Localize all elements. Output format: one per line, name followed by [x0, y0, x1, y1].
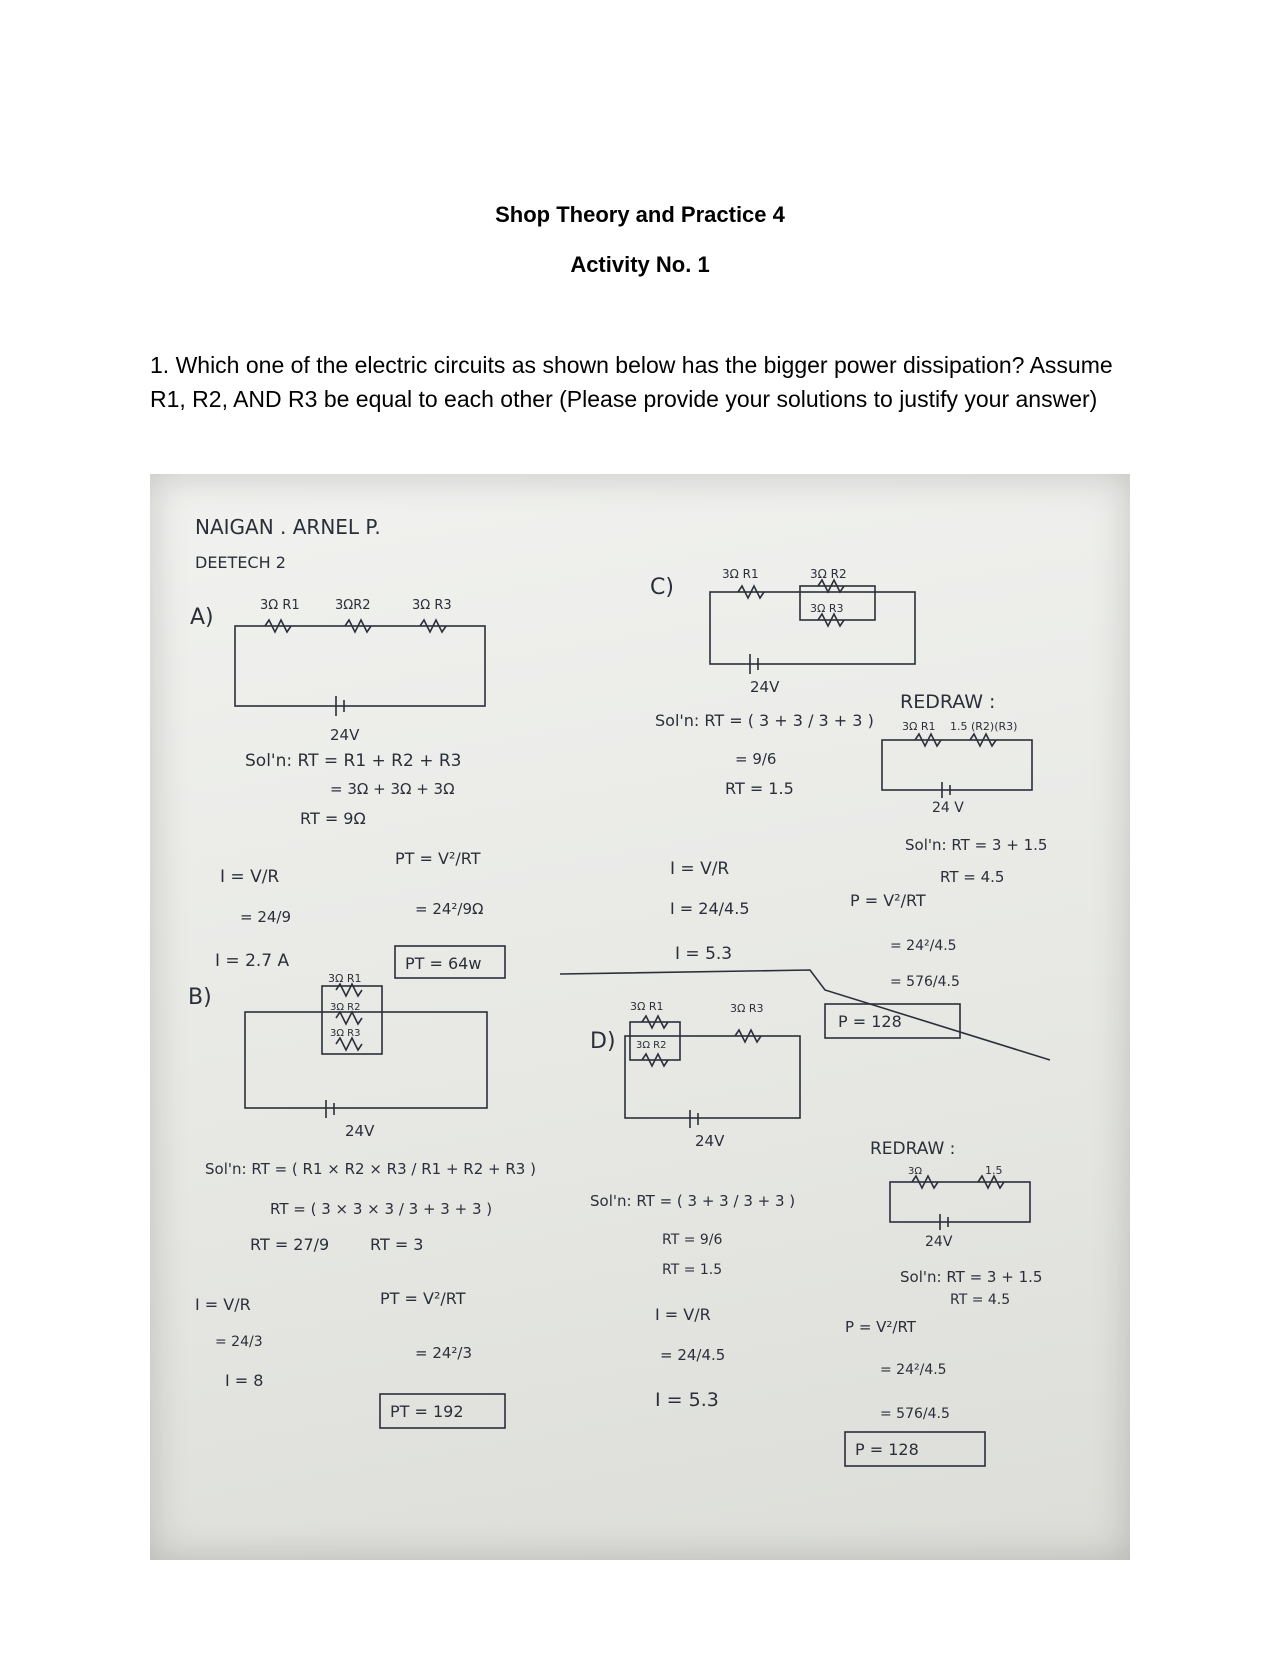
circuit-b-battery [326, 1100, 334, 1118]
circuit-b-resistor-2 [336, 1012, 362, 1024]
a-sol-1: Sol'n: RT = R1 + R2 + R3 [245, 751, 462, 771]
b-sol-1: Sol'n: RT = ( R1 × R2 × R3 / R1 + R2 + R3 ) [205, 1160, 536, 1178]
c-sol-1: Sol'n: RT = ( 3 + 3 / 3 + 3 ) [655, 711, 874, 730]
d-redraw-sol-2: RT = 4.5 [950, 1292, 1011, 1308]
c-redraw-r1: 3Ω R1 [902, 720, 936, 733]
c-redraw-title: REDRAW : [900, 691, 996, 713]
b-r2-label: 3Ω R2 [330, 1002, 361, 1013]
question-line-1: 1. Which one of the electric circuits as shown below has the bigger power dissipation? Assume [150, 352, 1113, 378]
c-power-3: = 576/4.5 [890, 974, 960, 990]
a-sol-2: = 3Ω + 3Ω + 3Ω [330, 780, 455, 798]
a-r2-label: 3ΩR2 [335, 598, 371, 613]
b-power-1: PT = V²/RT [380, 1289, 466, 1308]
d-redraw-r2: 1.5 [985, 1164, 1003, 1177]
d-power-3: = 576/4.5 [880, 1406, 950, 1422]
section-divider [560, 970, 1050, 1060]
c-sol-2: = 9/6 [735, 750, 777, 768]
d-power-1: P = V²/RT [845, 1318, 916, 1336]
circuit-b-loop [245, 1012, 487, 1108]
circuit-a-loop [235, 626, 485, 706]
handwritten-solution-photo [150, 474, 1130, 1560]
d-redraw-r1: 3Ω [908, 1166, 923, 1177]
c-redraw-sol-1: Sol'n: RT = 3 + 1.5 [905, 836, 1048, 854]
label-b: B) [188, 985, 212, 1010]
b-sol-3: RT = 27/9 [250, 1235, 330, 1254]
d-redraw-loop [890, 1182, 1030, 1222]
b-voltage: 24V [345, 1122, 375, 1140]
d-redraw-sol-1: Sol'n: RT = 3 + 1.5 [900, 1268, 1043, 1286]
circuit-d-battery [690, 1110, 698, 1128]
b-current-3: I = 8 [225, 1371, 264, 1390]
b-power-2: = 24²/3 [415, 1344, 473, 1362]
label-a: A) [190, 605, 214, 630]
a-sol-3: RT = 9Ω [300, 809, 366, 828]
a-voltage: 24V [330, 726, 360, 744]
b-r3-label: 3Ω R3 [330, 1028, 361, 1039]
d-sol-1: Sol'n: RT = ( 3 + 3 / 3 + 3 ) [590, 1192, 796, 1210]
handwritten-sheet [150, 474, 1130, 1560]
question-line-2: R1, R2, AND R3 be equal to each other (Please provide your solutions to justify your answer) [150, 386, 1098, 412]
d-current-1: I = V/R [655, 1305, 711, 1324]
c-sol-3: RT = 1.5 [725, 779, 794, 798]
label-d: D) [590, 1029, 616, 1054]
student-name: NAIGAN . ARNEL P. [195, 515, 381, 539]
d-power-4: P = 128 [855, 1440, 919, 1459]
student-course: DEETECH 2 [195, 553, 286, 572]
d-r3-label: 3Ω R3 [730, 1002, 764, 1015]
c-voltage: 24V [750, 678, 780, 696]
d-current-3: I = 5.3 [655, 1389, 719, 1411]
a-power-2: = 24²/9Ω [415, 900, 484, 918]
d-sol-3: RT = 1.5 [662, 1262, 723, 1278]
b-current-2: = 24/3 [215, 1334, 263, 1350]
page-title: Shop Theory and Practice 4 [495, 202, 785, 227]
d-current-2: = 24/4.5 [660, 1346, 726, 1364]
c-current-1: I = V/R [670, 859, 730, 879]
a-current-1: I = V/R [220, 867, 280, 887]
c-power-2: = 24²/4.5 [890, 938, 957, 954]
b-current-1: I = V/R [195, 1295, 251, 1314]
circuit-b-parallel-box [322, 986, 382, 1054]
a-r1-label: 3Ω R1 [260, 598, 300, 613]
c-redraw-voltage: 24 V [932, 800, 964, 816]
a-r3-label: 3Ω R3 [412, 598, 452, 613]
c-r1-label: 3Ω R1 [722, 567, 759, 581]
b-sol-4: RT = 3 [370, 1235, 424, 1254]
a-power-1: PT = V²/RT [395, 849, 481, 868]
c-power-1: P = V²/RT [850, 891, 926, 910]
d-r2-label: 3Ω R2 [636, 1040, 667, 1051]
d-redraw-title: REDRAW : [870, 1139, 956, 1159]
d-redraw-voltage: 24V [925, 1234, 953, 1250]
b-power-3: PT = 192 [390, 1402, 464, 1421]
d-voltage: 24V [695, 1132, 725, 1150]
c-redraw-r2r3: 1.5 (R2)(R3) [950, 720, 1018, 733]
d-power-2: = 24²/4.5 [880, 1362, 947, 1378]
b-r1-label: 3Ω R1 [328, 972, 362, 985]
circuit-b-resistor-3 [336, 1038, 362, 1050]
b-sol-2: RT = ( 3 × 3 × 3 / 3 + 3 + 3 ) [270, 1200, 493, 1218]
d-sol-2: RT = 9/6 [662, 1232, 723, 1248]
d-r1-label: 3Ω R1 [630, 1000, 664, 1013]
a-current-2: = 24/9 [240, 908, 292, 926]
label-c: C) [650, 575, 674, 600]
c-power-4: P = 128 [838, 1012, 902, 1031]
c-r3-label: 3Ω R3 [810, 602, 844, 615]
activity-number: Activity No. 1 [570, 252, 710, 277]
c-r2-label: 3Ω R2 [810, 567, 847, 581]
a-current-3: I = 2.7 A [215, 951, 290, 971]
c-redraw-loop [882, 740, 1032, 790]
c-current-2: I = 24/4.5 [670, 899, 750, 918]
c-current-3: I = 5.3 [675, 944, 733, 964]
a-power-3: PT = 64w [405, 954, 482, 973]
c-redraw-sol-2: RT = 4.5 [940, 868, 1005, 886]
